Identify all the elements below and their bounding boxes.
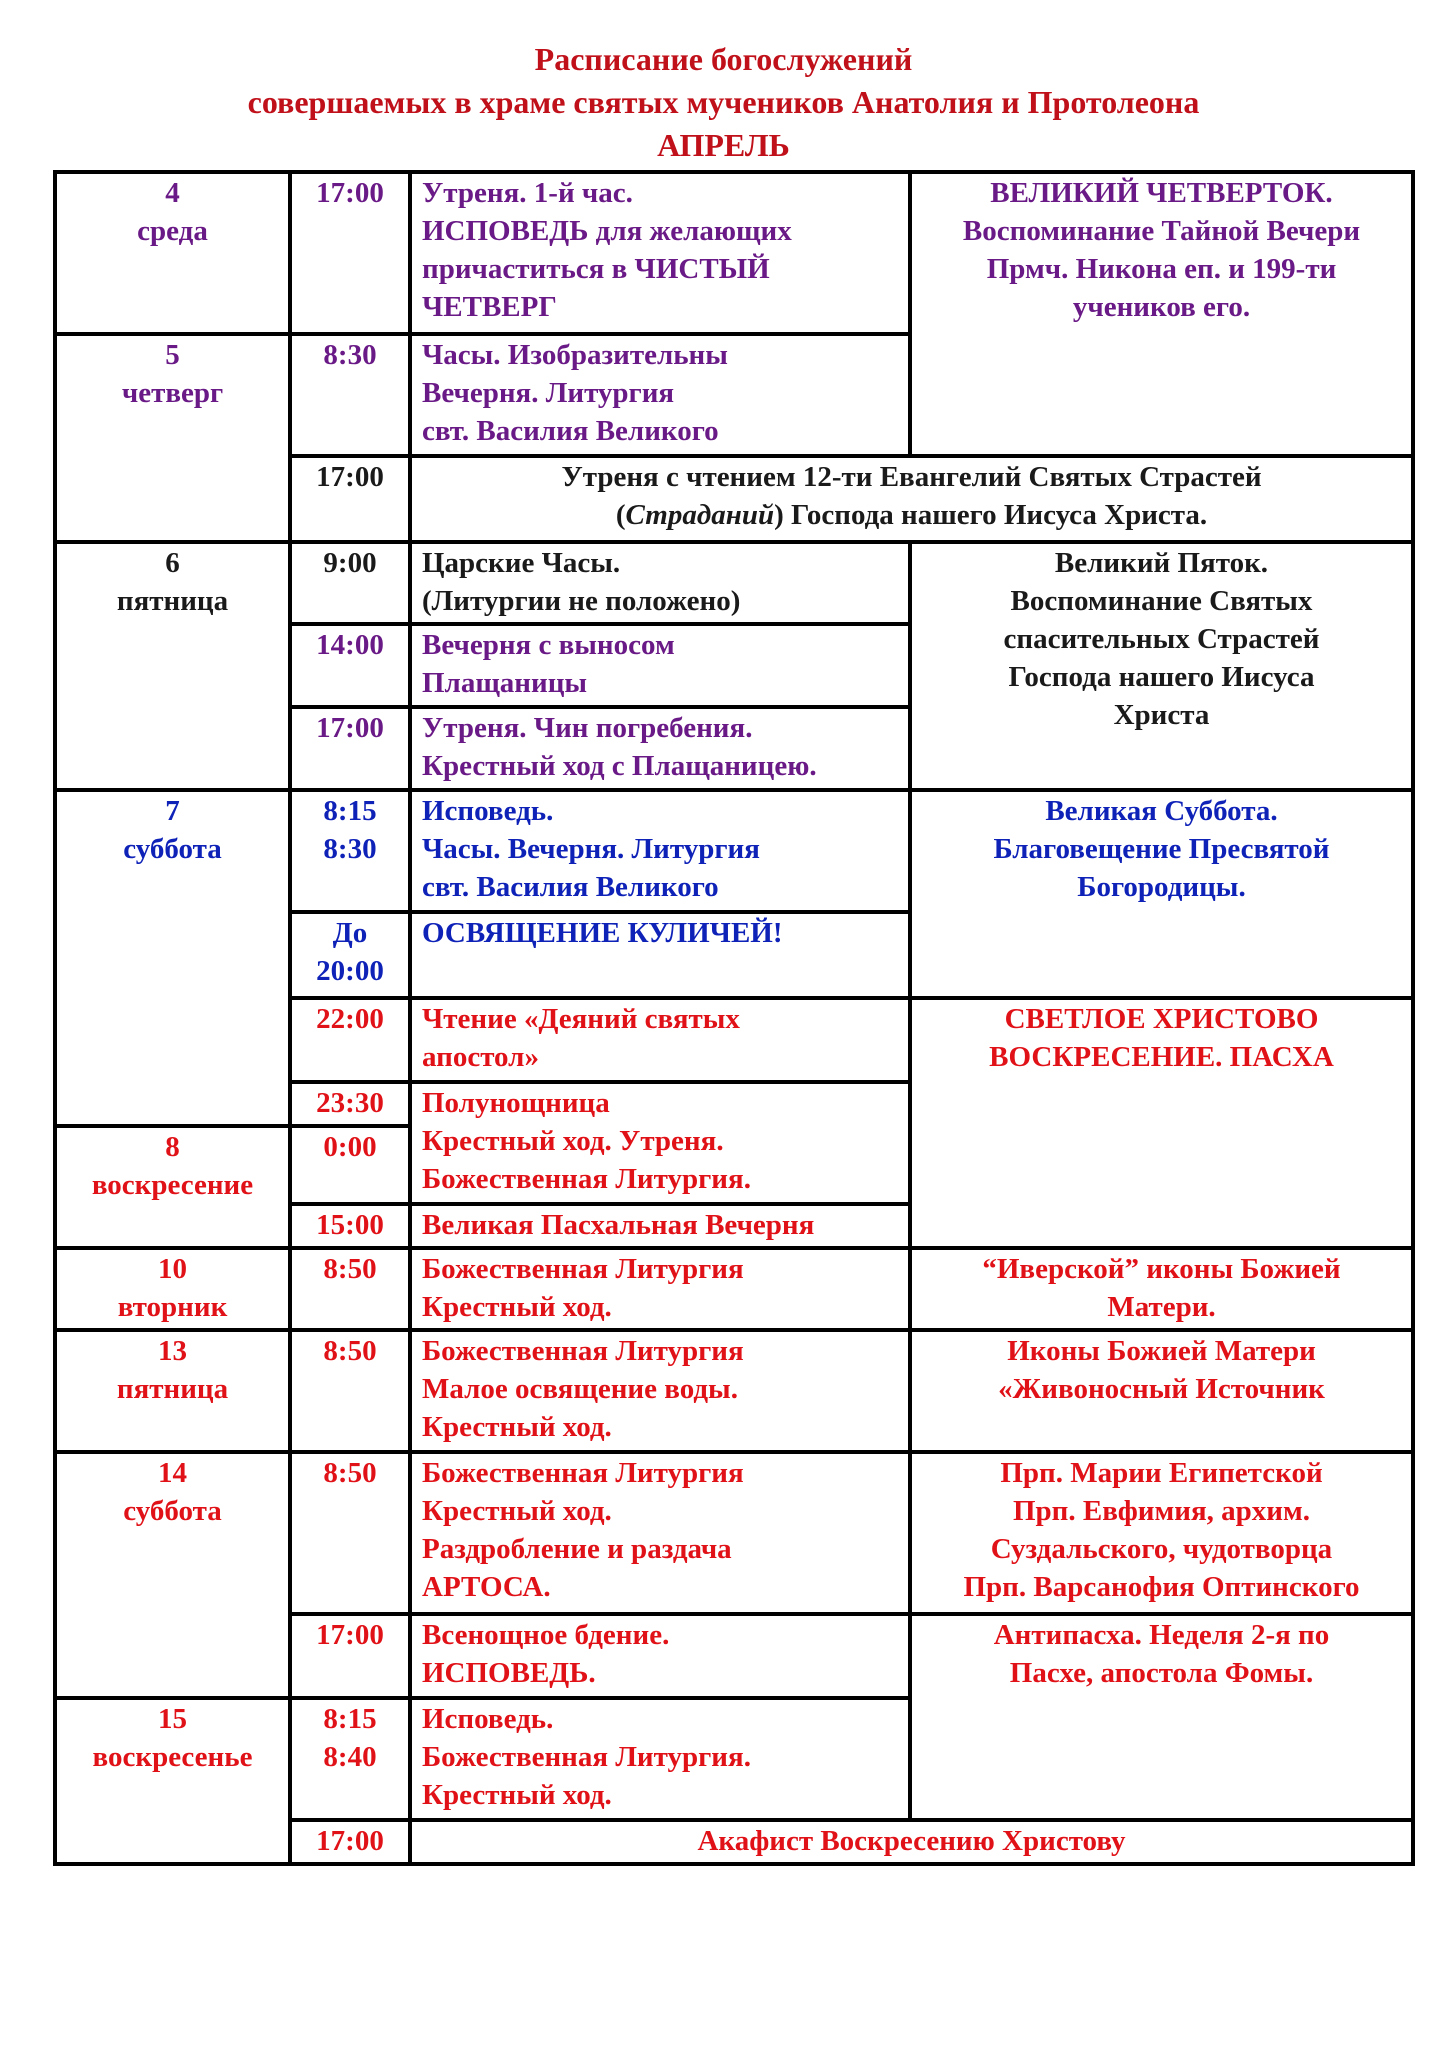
time: 8:50 (323, 1335, 377, 1367)
day-name: вторник (117, 1291, 228, 1323)
service-line: Божественная Литургия (422, 1253, 744, 1285)
time: До (332, 917, 368, 949)
feast-line: Воспоминание Тайной Вечери (962, 215, 1361, 247)
title-line-1: Расписание богослужений (534, 41, 913, 77)
time-cell (290, 790, 410, 912)
service-line: Крестный ход с Плащаницею. (422, 750, 817, 782)
service-line: Малое освящение воды. (422, 1373, 738, 1405)
italic-word: Страданий (625, 499, 775, 531)
feast-line: СВЕТЛОЕ ХРИСТОВО (1004, 1003, 1319, 1035)
time-cell (290, 624, 410, 707)
day-name: воскресенье (92, 1741, 253, 1773)
service-cell (410, 1204, 910, 1248)
service-cell (410, 1248, 910, 1330)
service-line: Крестный ход. (422, 1779, 612, 1811)
service-line-rest: ) Господа нашего Иисуса Христа. (774, 499, 1208, 531)
feast-line: ВОСКРЕСЕНИЕ. ПАСХА (989, 1041, 1334, 1073)
time: 17:00 (316, 461, 384, 493)
feast-line: Благовещение Пресвятой (993, 833, 1330, 865)
service-line: Божественная Литургия (422, 1457, 744, 1489)
time: 0:00 (323, 1131, 377, 1163)
day-name: четверг (121, 377, 224, 409)
service-line: (Литургии не положено) (422, 585, 741, 617)
service-line: АРТОСА. (422, 1571, 551, 1603)
service-line: ИСПОВЕДЬ. (422, 1657, 596, 1689)
feast-line: Богородицы. (1077, 871, 1246, 903)
day-name: среда (137, 215, 208, 247)
service-line: ЧЕТВЕРГ (422, 291, 557, 323)
feast-spacer (922, 1692, 1401, 1714)
feast-line: Воспоминание Святых (1010, 585, 1313, 617)
time: 8:30 (323, 339, 377, 371)
service-cell (410, 542, 910, 624)
service-line: Акафист Воскресению Христову (697, 1825, 1126, 1857)
service-line: Крестный ход. Утреня. (422, 1125, 724, 1157)
time: 17:00 (316, 1619, 384, 1651)
service-line: Царские Часы. (422, 547, 621, 579)
day-cell-10 (55, 1248, 290, 1330)
service-cell (410, 912, 910, 998)
service-line: Вечерня с выносом (422, 629, 675, 661)
service-cell (410, 998, 910, 1082)
time: 15:00 (316, 1209, 384, 1241)
table-row (55, 1248, 1413, 1330)
service-cell (410, 1330, 910, 1452)
time: 8:50 (323, 1457, 377, 1489)
service-line: Полунощница (422, 1087, 610, 1119)
day-number: 15 (158, 1703, 187, 1735)
service-line: Утреня. Чин погребения. (422, 712, 753, 744)
service-line: Чтение «Деяний святых (422, 1003, 740, 1035)
feast-line: Суздальского, чудотворца (990, 1533, 1333, 1565)
service-cell (410, 1082, 910, 1204)
day-name: суббота (123, 833, 222, 865)
service-line: Вечерня. Литургия (422, 377, 675, 409)
time-cell (290, 707, 410, 790)
table-row (55, 172, 1413, 334)
table-row (55, 1330, 1413, 1452)
day-cell-7 (55, 790, 290, 1126)
day-cell-15 (55, 1698, 290, 1864)
feast-line: Прп. Марии Египетской (1000, 1457, 1323, 1489)
day-number: 10 (158, 1253, 187, 1285)
service-line: Божественная Литургия. (422, 1163, 751, 1195)
time-cell (290, 1126, 410, 1204)
table-row (55, 790, 1413, 912)
service-line: Божественная Литургия. (422, 1741, 751, 1773)
time: 8:15 (323, 795, 377, 827)
day-number: 8 (165, 1131, 180, 1163)
time-cell (290, 912, 410, 998)
feast-note-cell (910, 172, 1413, 456)
day-cell-4 (55, 172, 290, 334)
service-line: Утреня. 1-й час. (422, 177, 633, 209)
time-cell (290, 334, 410, 456)
service-line: Исповедь. (422, 795, 554, 827)
service-cell (410, 790, 910, 912)
service-line: ИСПОВЕДЬ для желающих (422, 215, 792, 247)
time-cell (290, 1248, 410, 1330)
table-row (55, 1452, 1413, 1614)
service-cell (410, 172, 910, 334)
feast-line: ВЕЛИКИЙ ЧЕТВЕРТОК. (990, 177, 1333, 209)
time-cell (290, 542, 410, 624)
month-title: АПРЕЛЬ (657, 127, 790, 163)
feast-note-cell (910, 1452, 1413, 1614)
time-cell (290, 998, 410, 1082)
day-number: 13 (158, 1335, 187, 1367)
feast-line: Христа (1113, 699, 1210, 731)
service-cell (410, 1614, 910, 1698)
day-name: пятница (116, 1373, 229, 1405)
feast-note-cell (910, 790, 1413, 998)
paren-open: ( (615, 499, 626, 531)
time-cell (290, 1820, 410, 1864)
service-line: Всенощное бдение. (422, 1619, 670, 1651)
feast-note-cell (910, 1330, 1413, 1452)
time: 22:00 (316, 1003, 384, 1035)
day-cell-5 (55, 334, 290, 542)
time-cell (290, 1082, 410, 1126)
feast-note-cell (910, 542, 1413, 790)
day-number: 5 (165, 339, 180, 371)
feast-line: Прмч. Никона еп. и 199-ти (986, 253, 1337, 285)
feast-line: спасительных Страстей (1003, 623, 1320, 655)
service-line: Крестный ход. (422, 1495, 612, 1527)
feast-line: “Иверской” иконы Божией (982, 1253, 1341, 1285)
time-cell (290, 1452, 410, 1614)
time: 17:00 (316, 177, 384, 209)
feast-line: Иконы Божией Матери (1007, 1335, 1316, 1367)
day-name: воскресение (91, 1169, 254, 1201)
feast-line: Великий Пяток. (1054, 547, 1269, 579)
feast-line: «Живоносный Источник (998, 1373, 1325, 1405)
service-line: свт. Василия Великого (422, 415, 719, 447)
feast-line: Антипасха. Неделя 2-я по (993, 1619, 1330, 1651)
feast-line: Господа нашего Иисуса (1008, 661, 1315, 693)
service-line: ОСВЯЩЕНИЕ КУЛИЧЕЙ! (422, 917, 783, 949)
service-cell (410, 1698, 910, 1820)
service-line: свт. Василия Великого (422, 871, 719, 903)
service-cell (410, 334, 910, 456)
day-cell-6 (55, 542, 290, 790)
time: 14:00 (316, 629, 384, 661)
time: 17:00 (316, 712, 384, 744)
service-line: Великая Пасхальная Вечерня (422, 1209, 815, 1241)
day-number: 6 (165, 547, 180, 579)
feast-note-cell (910, 1248, 1413, 1330)
time: 17:00 (316, 1825, 384, 1857)
time-cell (290, 172, 410, 334)
service-line: Крестный ход. (422, 1411, 612, 1443)
day-name: суббота (123, 1495, 222, 1527)
service-line: апостол» (422, 1041, 539, 1073)
service-line: Часы. Вечерня. Литургия (422, 833, 760, 865)
service-line: Божественная Литургия (422, 1335, 744, 1367)
feast-line: Великая Суббота. (1045, 795, 1278, 827)
schedule-table (53, 170, 1415, 1866)
day-cell-14 (55, 1452, 290, 1698)
time-cell (290, 1330, 410, 1452)
day-name: пятница (116, 585, 229, 617)
feast-line: Прп. Евфимия, архим. (1013, 1495, 1310, 1527)
time: 8:40 (323, 1741, 377, 1773)
time: 8:50 (323, 1253, 377, 1285)
service-cell (410, 1452, 910, 1614)
service-cell-wide (410, 456, 1413, 542)
day-cell-13 (55, 1330, 290, 1452)
day-cell-8 (55, 1126, 290, 1248)
service-cell-wide (410, 1820, 1413, 1864)
time-cell (290, 1204, 410, 1248)
service-line: Плащаницы (422, 667, 588, 699)
service-line (422, 496, 1401, 534)
feast-line: учеников его. (1072, 291, 1251, 323)
service-line: Утреня с чтением 12-ти Евангелий Святых Страстей (561, 461, 1262, 493)
service-line: Часы. Изобразительны (422, 339, 728, 371)
feast-note-cell-pascha (910, 998, 1413, 1248)
service-line: причаститься в ЧИСТЫЙ (422, 253, 770, 285)
day-number: 4 (165, 177, 180, 209)
service-cell (410, 707, 910, 790)
service-line: Крестный ход. (422, 1291, 612, 1323)
time-cell (290, 456, 410, 542)
title-line-2: совершаемых в храме святых мучеников Анатолия и Протолеона (247, 84, 1200, 120)
time: 8:30 (323, 833, 377, 865)
service-line: Исповедь. (422, 1703, 554, 1735)
time-cell (290, 1614, 410, 1698)
table-row (55, 542, 1413, 624)
time: 9:00 (323, 547, 377, 579)
feast-spacer (922, 1076, 1401, 1116)
service-line: Раздробление и раздача (422, 1533, 732, 1565)
time: 20:00 (316, 955, 384, 987)
feast-line: Прп. Варсанофия Оптинского (963, 1571, 1360, 1603)
service-cell (410, 624, 910, 707)
time: 8:15 (323, 1703, 377, 1735)
day-number: 7 (165, 795, 180, 827)
day-number: 14 (158, 1457, 187, 1489)
feast-note-cell (910, 1614, 1413, 1820)
time-cell (290, 1698, 410, 1820)
feast-line: Пасхе, апостола Фомы. (1009, 1657, 1314, 1689)
time: 23:30 (316, 1087, 384, 1119)
feast-line: Матери. (1107, 1291, 1216, 1323)
